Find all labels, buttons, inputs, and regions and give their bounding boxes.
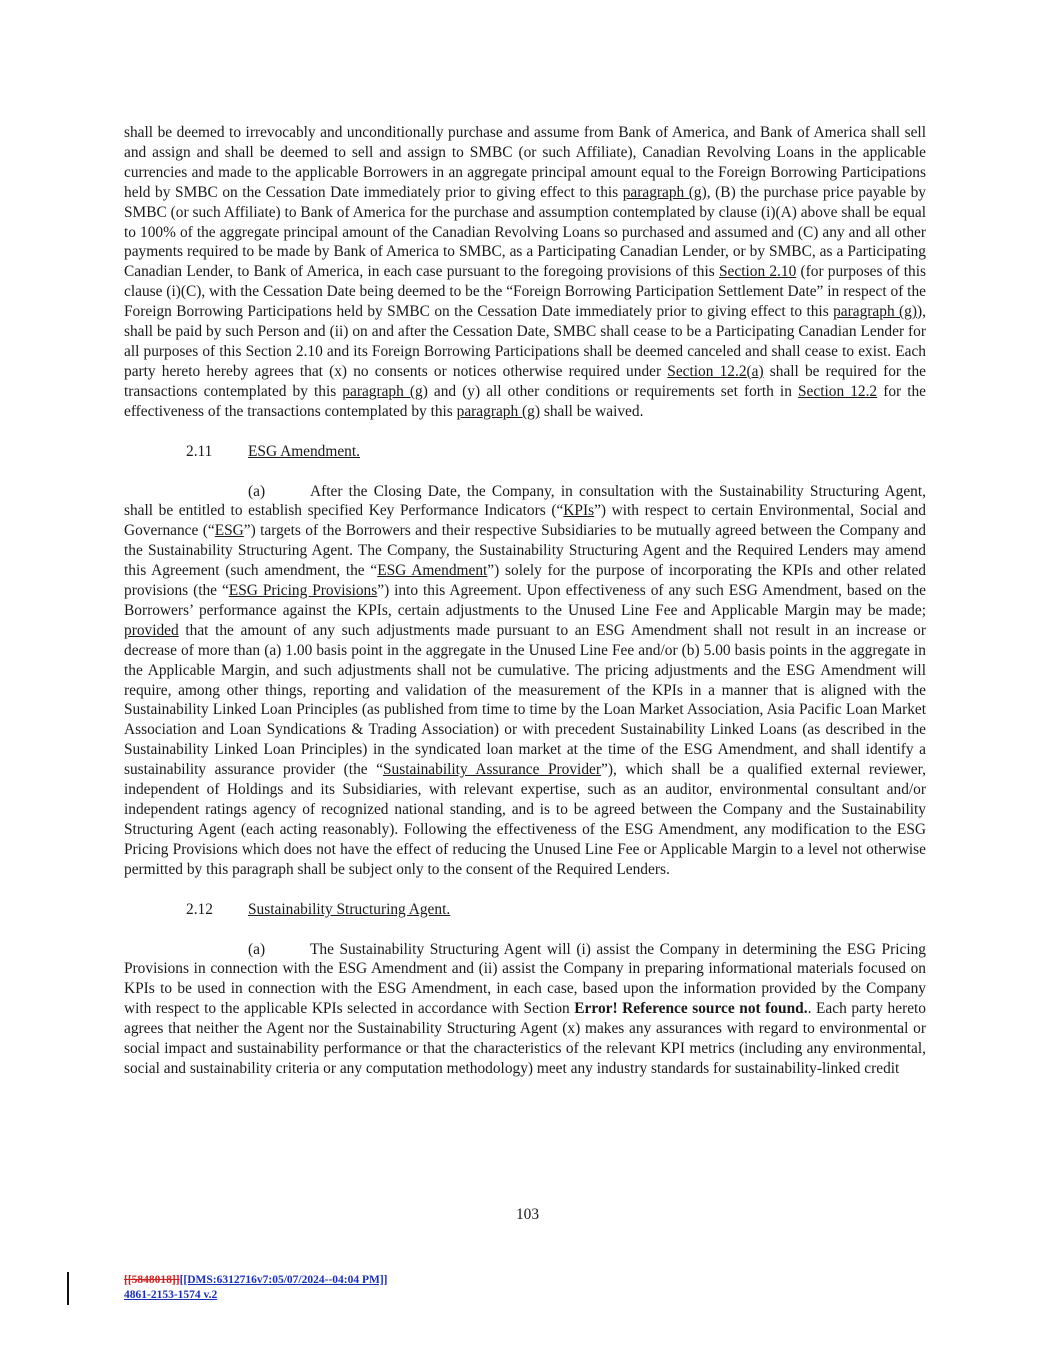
text-run: (for purposes of this clause (i)(C), with the Cessation Date being deemed to be the “Foreign Borrowing Participation Settlement Date” in respect of the Foreign Borrowing Participations held by SMBC on the Cessation Date immediately prior to giving effect to this	[124, 263, 926, 321]
clause-label: (a)	[248, 482, 266, 500]
text-run: for the effectiveness of the transactions contemplated by this	[124, 382, 927, 420]
inserted-doc-reference: [[DMS:6312716v7:05/07/2024--04:04 PM]]	[179, 1274, 388, 1286]
paragraph-g-reference: paragraph (g)	[456, 402, 540, 420]
continuation-paragraph	[124, 123, 926, 422]
clause-label: (a)	[248, 940, 266, 958]
text-run: shall be waived.	[539, 402, 644, 420]
section-2-11-paragraph-a	[124, 482, 926, 880]
text-run: After the Closing Date, the Company, in consultation with the Sustainability Structuring Agent, shall be entitled to establish specified Key Performance Indicators (“	[124, 482, 926, 520]
section-title: ESG Amendment.	[248, 442, 361, 460]
deleted-doc-reference: [[5848018]]	[124, 1274, 180, 1286]
text-run: ”) with respect to certain Environmental, Social and Governance (“	[124, 502, 926, 540]
text-run: , (B) the purchase price payable by SMBC (or such Affiliate) to Bank of America for the purchase and assumption contemplated by clause (i)(A) above shall be equal to 100% of the aggregate principal amount of the Canadian Revolving Loans so purchased and assumed and (C) any and all other payments required to be made by Bank of America to SMBC, as a Participating Canadian Lender, or by SMBC, as a Participating Canadian Lender, to Bank of America, in each case pursuant to the foregoing provisions of this	[124, 183, 926, 281]
text-run: . Each party hereto agrees that neither the Agent nor the Sustainability Structuring Agent (x) makes any assurances with regard to environmental or social impact and sustainability performance or that the characteristics of the relevant KPI metrics (including any environmental, social and sustainability criteria or any computation methodology) meet any industry standards for sustainability-linked credit	[124, 1000, 926, 1077]
assurance-provider-defined-term: Sustainability Assurance Provider	[382, 761, 601, 779]
text-run: The Sustainability Structuring Agent will (i) assist the Company in determining the ESG Pricing Provisions in connection with the ESG Amendment and (ii) assist the Company in preparing informational materials focused on KPIs to be used in connection with the ESG Amendment, in each case, based upon the information provided by the Company with respect to the applicable KPIs selected in accordance with Section	[124, 940, 926, 1018]
text-run: that the amount of any such adjustments made pursuant to an ESG Amendment shall not result in an increase or decrease of more than (a) 1.00 basis point in the aggregate in the Unused Line Fee and/or (b) 5.00 basis points in the aggregate in the Applicable Margin, and such adjustments shall not be cumulative. The pricing adjustments and the ESG Amendment will require, among other things, reporting and validation of the measurement of the KPIs in a manner that is aligned with the Sustainability Linked Loan Principles (as published from time to time by the Loan Market Association, Asia Pacific Loan Market Association and Loan Syndications & Trading Association) or with precedent Sustainability Linked Loans (as described in the Sustainability Linked Loan Principles) in the syndicated loan market at the time of the ESG Amendment, and shall identify a sustainability assurance provider (the “	[124, 621, 926, 779]
section-2-12-heading	[124, 900, 926, 920]
text-run: ”) into this Agreement. Upon effectiveness of any such ESG Amendment, based on the Borrowers’ performance against the KPIs, certain adjustments to the Unused Line Fee and Applicable Margin may be made;	[124, 582, 926, 619]
section-number: 2.12	[186, 900, 213, 918]
paragraph-g-reference: paragraph (g)	[833, 303, 917, 321]
paragraph-g-reference: paragraph (g)	[622, 183, 707, 201]
esg-defined-term: ESG	[214, 522, 244, 540]
esg-pricing-provisions-defined-term: ESG Pricing Provisions	[228, 582, 378, 600]
page-number: 103	[515, 1206, 540, 1223]
footer-doc-id: 4861-2153-1574 v.2	[124, 1289, 218, 1301]
section-12-2a-reference: Section 12.2(a)	[667, 362, 764, 380]
text-run: ”) solely for the purpose of incorporating the KPIs and other related provisions (the “	[124, 562, 926, 600]
section-2-10-reference: Section 2.10	[718, 263, 797, 281]
section-2-12-paragraph-a	[124, 940, 926, 1079]
section-title: Sustainability Structuring Agent.	[248, 900, 451, 918]
paragraph-g-reference: paragraph (g)	[342, 382, 428, 400]
footer-dms-line	[124, 1273, 388, 1288]
section-number: 2.11	[186, 442, 213, 460]
text-run: shall be required for the transactions contemplated by this	[124, 362, 927, 400]
esg-amendment-defined-term: ESG Amendment	[377, 562, 488, 580]
section-12-2-reference: Section 12.2	[797, 382, 878, 400]
document-footer	[124, 1273, 388, 1303]
change-bar	[67, 1272, 69, 1305]
text-run: ”) targets of the Borrowers and their respective Subsidiaries to be mutually agreed between the Company and the Sustainability Structuring Agent. The Company, the Sustainability Structuring Agent and the Required Lenders may amend this Agreement (such amendment, the “	[124, 522, 926, 580]
reference-error: Error! Reference source not found.	[574, 1000, 808, 1018]
kpis-defined-term: KPIs	[563, 502, 595, 520]
text-run: ), shall be paid by such Person and (ii) on and after the Cessation Date, SMBC shall cease to be a Participating Canadian Lender for all purposes of this Section 2.10 and its Foreign Borrowing Participations shall be deemed canceled and shall cease to exist. Each party hereto hereby agrees that (x) no consents or notices otherwise required under	[124, 303, 926, 380]
provided-term: provided	[124, 621, 179, 639]
text-run: shall be deemed to irrevocably and unconditionally purchase and assume from Bank of America, and Bank of America shall sell and assign and shall be deemed to sell and assign to SMBC (or such Affiliate), Canadian Revolving Loans in the applicable currencies and made to the applicable Borrowers in an aggregate principal amount equal to the Foreign Borrowing Participations held by SMBC on the Cessation Date immediately prior to giving effect to this	[124, 124, 926, 201]
section-2-11-heading	[124, 442, 926, 462]
text-run: and (y) all other conditions or requirements set forth in	[427, 382, 798, 400]
document-body	[124, 123, 926, 1079]
text-run: ”), which shall be a qualified external reviewer, independent of Holdings and its Subsidiaries, with relevant expertise, such as an auditor, environmental consultant and/or independent ratings agency of recognized national standing, and is to be agreed between the Company and the Sustainability Structuring Agent (each acting reasonably). Following the effectiveness of the ESG Amendment, any modification to the ESG Pricing Provisions which does not have the effect of reducing the Unused Line Fee or Applicable Margin to a level not otherwise permitted by this paragraph shall be subject only to the consent of the Required Lenders.	[124, 761, 926, 878]
